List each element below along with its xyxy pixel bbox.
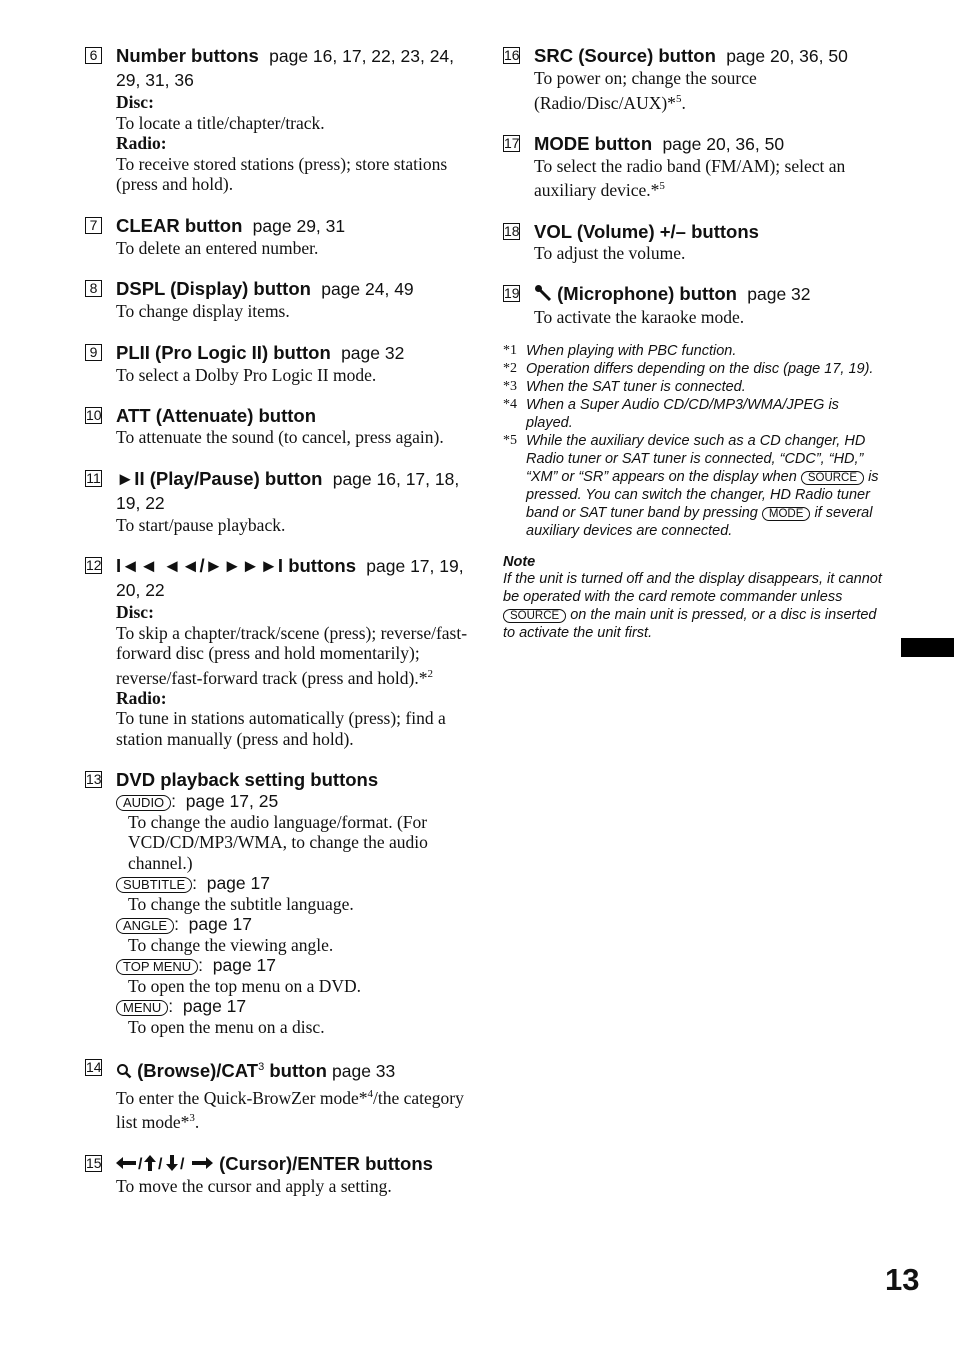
page-ref: page 29, 31 bbox=[252, 215, 346, 236]
footnote-text: When a Super Audio CD/CD/MP3/WMA/JPEG is played. bbox=[526, 397, 839, 432]
item-number: 9 bbox=[85, 344, 102, 361]
note-text-a: If the unit is turned off and the display disappears, it cannot be operated with the card remote commander unless bbox=[503, 571, 882, 606]
item-number: 10 bbox=[86, 407, 102, 423]
page-ref: page 16, 17, 22, 23, 24, 29, 31, 36 bbox=[116, 46, 455, 90]
entry-title: CLEAR button bbox=[116, 214, 243, 236]
mode-key: MODE bbox=[762, 507, 811, 521]
entry-description: To select the radio band (FM/AM); select an auxiliary device.* bbox=[534, 155, 846, 201]
play-pause-icon: ►II bbox=[116, 467, 145, 489]
item-number: 14 bbox=[86, 1059, 102, 1076]
note-title: Note bbox=[503, 554, 536, 571]
footnote bbox=[503, 432, 888, 540]
entry-description: To enter the Quick-BrowZer mode* bbox=[116, 1087, 368, 1108]
entry-title: PLII (Pro Logic II) button bbox=[116, 341, 331, 363]
svg-text:/: / bbox=[180, 1156, 185, 1172]
entry-title: buttons bbox=[288, 555, 356, 576]
footnote-text: Operation differs depending on the disc (page 17, 19). bbox=[526, 361, 874, 378]
page-ref: page 32 bbox=[341, 342, 405, 363]
entry-title: DSPL (Display) button bbox=[116, 278, 311, 299]
page-ref: page 16, 17, 18, 19, 22 bbox=[116, 468, 460, 513]
page-ref: page 17 bbox=[182, 996, 247, 1017]
microphone-icon bbox=[534, 284, 552, 307]
page-ref: page 32 bbox=[747, 284, 811, 305]
entry-description: To select a Dolby Pro Logic II mode. bbox=[116, 364, 377, 385]
footnote bbox=[503, 378, 888, 396]
radio-text: To receive stored stations (press); store stations (press and hold). bbox=[116, 153, 448, 194]
entry-plii-button bbox=[85, 341, 470, 386]
audio-description: To change the audio language/format. (For VCD/CD/MP3/WMA, to change the audio channel.) bbox=[128, 811, 428, 873]
disc-label: Disc: bbox=[116, 602, 154, 622]
entry-title: MODE button bbox=[534, 132, 653, 154]
footnote-mark: *1 bbox=[503, 343, 517, 359]
item-number: 8 bbox=[85, 280, 102, 297]
radio-text: To tune in stations automatically (press); find a station manually (press and hold). bbox=[116, 708, 446, 749]
entry-description: To delete an entered number. bbox=[116, 237, 319, 258]
left-column bbox=[85, 44, 470, 1216]
footnote-text: While the auxiliary device such as a CD changer, HD Radio tuner or SAT tuner is connected, “CDC”, “HD,” “XM” or “SR” appears on the display when bbox=[526, 433, 866, 486]
page-ref: page 33 bbox=[332, 1061, 396, 1082]
item-number: 17 bbox=[504, 134, 520, 151]
menu-description: To open the menu on a disc. bbox=[128, 1016, 325, 1037]
disc-label: Disc: bbox=[116, 92, 154, 112]
page-ref: page 17 bbox=[188, 914, 252, 935]
entry-description: To power on; change the source (Radio/Disc/AUX)* bbox=[534, 68, 757, 113]
section-tab-marker bbox=[901, 638, 954, 657]
entry-title: SRC (Source) button bbox=[534, 45, 716, 66]
entry-clear-button bbox=[85, 214, 470, 259]
entry-description: To attenuate the sound (to cancel, press again). bbox=[116, 427, 444, 447]
entry-title: (Cursor)/ENTER buttons bbox=[219, 1152, 433, 1174]
page-ref: page 20, 36, 50 bbox=[662, 133, 785, 154]
entry-description: . bbox=[681, 92, 686, 113]
footnote-mark: *2 bbox=[503, 361, 517, 377]
item-number: 13 bbox=[86, 771, 102, 788]
subtitle-description: To change the subtitle language. bbox=[128, 893, 354, 914]
page-ref: page 17 bbox=[212, 955, 277, 976]
footnote-text: if several auxiliary devices are connected. bbox=[526, 505, 873, 540]
entry-mode-button bbox=[503, 132, 888, 201]
page-number: 13 bbox=[885, 1262, 920, 1297]
entry-title: VOL (Volume) +/– buttons bbox=[534, 220, 759, 242]
footnote-ref: 5 bbox=[659, 180, 665, 193]
entry-vol-buttons bbox=[503, 220, 888, 264]
right-column bbox=[503, 44, 888, 642]
entry-microphone-button bbox=[503, 282, 888, 327]
footnote-text: is pressed. You can switch the changer, HD Radio tuner band or SAT tuner band by pressing bbox=[526, 469, 879, 522]
note-text-b: on the main unit is pressed, or a disc is inserted to activate the unit first. bbox=[503, 607, 877, 642]
footnote-mark: *4 bbox=[503, 397, 517, 413]
angle-key: ANGLE bbox=[116, 918, 174, 934]
footnote-text: When the SAT tuner is connected. bbox=[526, 379, 746, 396]
subtitle-key: SUBTITLE bbox=[116, 877, 192, 893]
top-menu-key: TOP MENU bbox=[116, 959, 198, 975]
entry-play-pause-button bbox=[85, 467, 470, 536]
item-number: 7 bbox=[85, 217, 102, 234]
entry-title-suffix: button bbox=[269, 1060, 327, 1082]
item-number: 16 bbox=[504, 47, 520, 63]
entry-src-button bbox=[503, 44, 888, 113]
footnote-ref: 3 bbox=[189, 1112, 195, 1125]
skip-seek-icon: I◄◄ ◄◄/►►►►I bbox=[116, 555, 284, 576]
audio-key: AUDIO bbox=[116, 795, 171, 811]
entry-title: ATT (Attenuate) button bbox=[116, 405, 317, 426]
item-number: 15 bbox=[86, 1154, 102, 1171]
entry-number-buttons bbox=[85, 44, 470, 195]
entry-description: /the category list mode* bbox=[116, 1087, 464, 1133]
menu-key: MENU bbox=[116, 1000, 168, 1016]
note-text bbox=[503, 570, 888, 642]
page-ref: page 17, 25 bbox=[185, 791, 279, 812]
entry-cursor-buttons bbox=[85, 1152, 470, 1197]
entry-skip-buttons bbox=[85, 554, 470, 749]
svg-text:/: / bbox=[138, 1156, 143, 1172]
footnote-text: When playing with PBC function. bbox=[526, 343, 737, 360]
search-icon bbox=[116, 1061, 132, 1084]
source-key: SOURCE bbox=[801, 471, 864, 485]
entry-description: To move the cursor and apply a setting. bbox=[116, 1176, 392, 1197]
footnote bbox=[503, 342, 888, 360]
footnote-mark: *3 bbox=[503, 379, 517, 395]
entry-att-button bbox=[85, 404, 470, 448]
entry-title: (Browse)/CAT bbox=[137, 1060, 259, 1082]
entry-description: To adjust the volume. bbox=[534, 242, 686, 263]
item-number: 12 bbox=[86, 557, 102, 573]
top-menu-description: To open the top menu on a DVD. bbox=[128, 975, 362, 996]
footnote-ref: 3 bbox=[258, 1061, 265, 1074]
footnote-ref: 5 bbox=[675, 92, 682, 105]
entry-description: To start/pause playback. bbox=[116, 514, 286, 535]
angle-description: To change the viewing angle. bbox=[128, 934, 334, 955]
entry-description: To change display items. bbox=[116, 301, 290, 321]
entry-title: (Play/Pause) button bbox=[149, 467, 323, 489]
page-ref: page 20, 36, 50 bbox=[726, 46, 848, 66]
entry-title: (Microphone) button bbox=[557, 283, 737, 305]
item-number: 6 bbox=[85, 47, 102, 64]
item-number: 18 bbox=[504, 222, 520, 239]
entry-dspl-button bbox=[85, 277, 470, 322]
entry-description: . bbox=[194, 1112, 200, 1133]
disc-text: To skip a chapter/track/scene (press); reverse/fast-forward disc (press and hold momentarily); reverse/fast-forward track (press and hold).* bbox=[116, 622, 468, 688]
source-key: SOURCE bbox=[503, 609, 566, 623]
arrow-keys-icon bbox=[116, 1153, 214, 1176]
footnotes bbox=[503, 342, 888, 540]
radio-label: Radio: bbox=[116, 687, 167, 708]
entry-dvd-setting-buttons: 13 DVD playback setting buttons AUDIO : page 17, 25 To change the audio language/format. (For VCD/CD/MP3/WMA, to change the audio channel.) SUBTITLE : page 17 To change the subtitle language. ANGLE : page 17 To change the viewing angle. TOP MENU : page 17 To open the top menu on a DVD. MENU : page 17 To open the menu on a disc. bbox=[85, 768, 470, 1037]
item-number: 19 bbox=[504, 285, 520, 302]
item-number: 11 bbox=[86, 469, 101, 486]
footnote-ref: 4 bbox=[367, 1088, 373, 1101]
svg-text:/: / bbox=[158, 1156, 163, 1172]
entry-title: Number buttons bbox=[116, 45, 259, 66]
page-ref: page 24, 49 bbox=[321, 279, 414, 299]
footnote bbox=[503, 360, 888, 378]
footnote-ref: 2 bbox=[427, 667, 433, 680]
radio-label: Radio: bbox=[116, 133, 167, 153]
footnote-mark: *5 bbox=[503, 433, 517, 449]
disc-text: To locate a title/chapter/track. bbox=[116, 112, 325, 133]
page-ref: page 17 bbox=[206, 873, 270, 894]
page-ref: page 17, 19, 20, 22 bbox=[116, 556, 464, 600]
footnote bbox=[503, 396, 888, 432]
entry-description: To activate the karaoke mode. bbox=[534, 306, 745, 327]
entry-title: DVD playback setting buttons bbox=[116, 769, 379, 791]
entry-browse-button bbox=[85, 1056, 470, 1132]
